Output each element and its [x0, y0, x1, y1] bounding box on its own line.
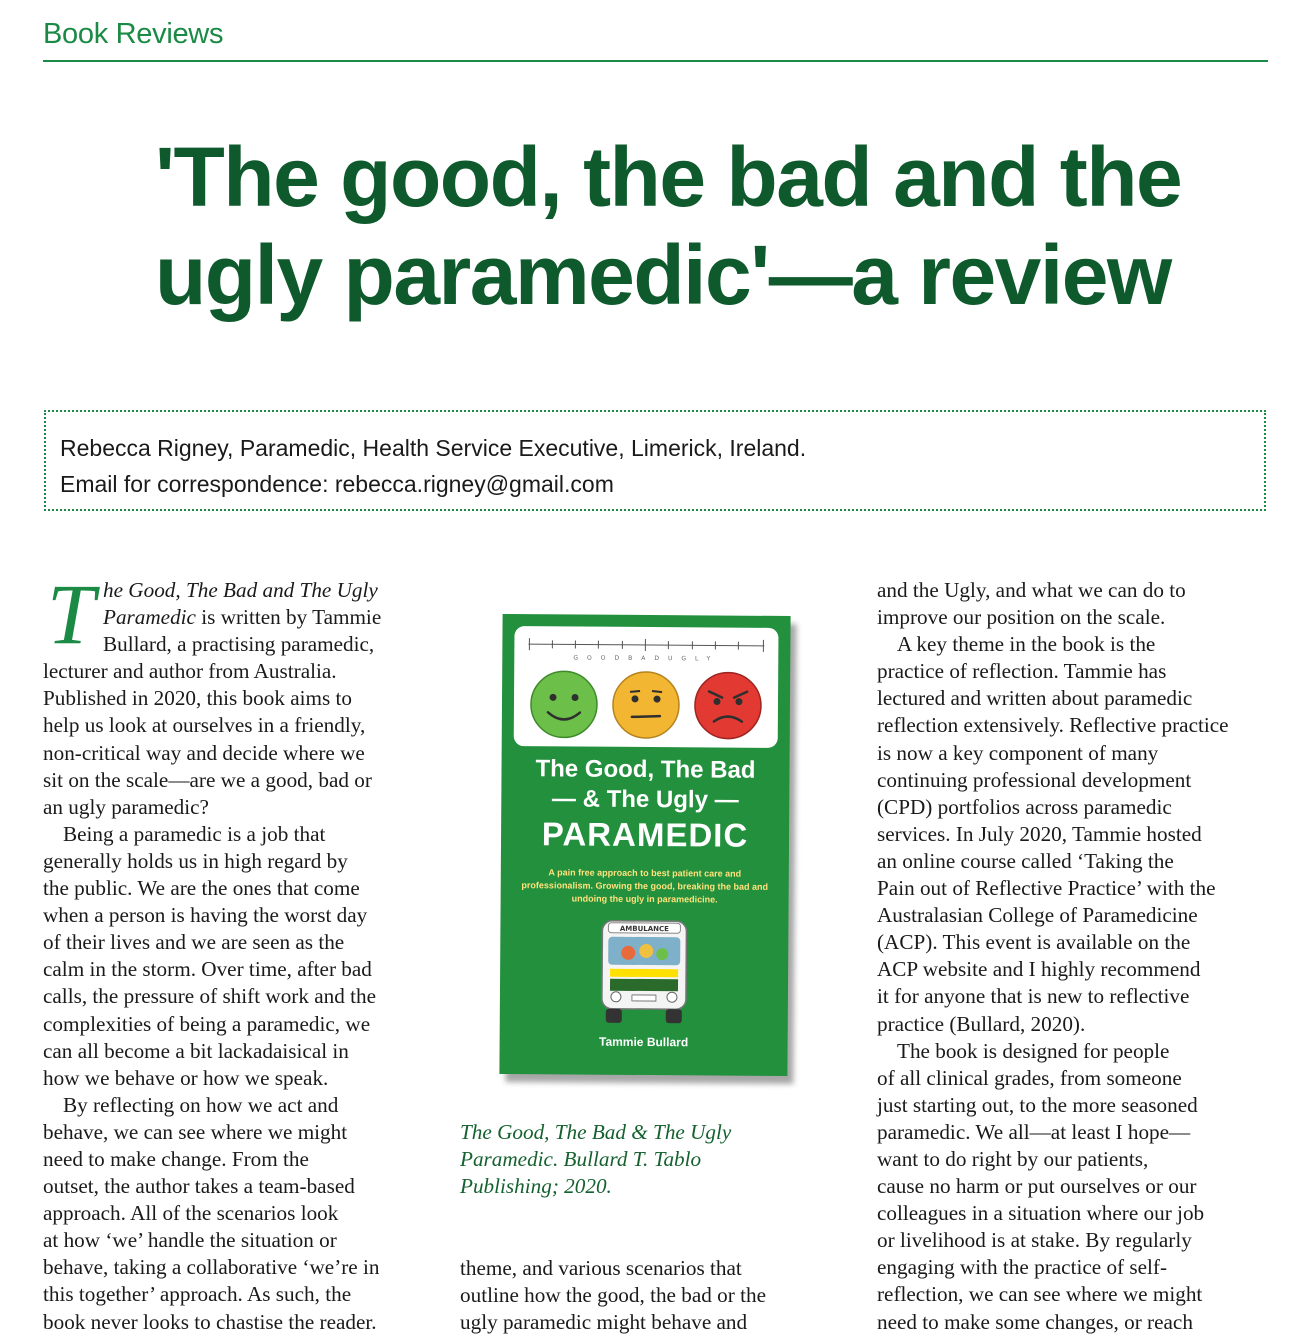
- caption-line: Publishing; 2020.: [460, 1174, 612, 1199]
- book-cover-image: [499, 614, 790, 1076]
- paragraph: [43, 821, 438, 1092]
- author-email: Email for correspondence: rebecca.rigney@gmail.com: [60, 471, 614, 497]
- cover-subtitle: A pain free approach to best patient care and professionalism. Growing the good, breaking the bad and undoing the ugly in paramedicine.: [521, 867, 769, 905]
- scale-ruler-icon: [528, 636, 764, 654]
- author-affiliation: Rebecca Rigney, Paramedic, Health Service Executive, Limerick, Ireland.: [60, 435, 807, 461]
- text-line: sit on the scale—are we a good, bad or: [43, 767, 372, 792]
- text-line: (CPD) portfolios across paramedic: [877, 794, 1172, 819]
- text-line: reflection, we can see where we might: [877, 1282, 1203, 1307]
- drop-cap: T: [47, 566, 95, 662]
- text-line: Pain out of Reflective Practice’ with the: [877, 876, 1216, 901]
- caption-line: The Good, The Bad & The Ugly: [460, 1120, 732, 1144]
- text-line: lecturer and author from Australia.: [43, 659, 337, 684]
- caption-line: Paramedic. Bullard T. Tablo: [460, 1147, 702, 1172]
- angry-face-icon: [695, 672, 761, 738]
- cover-scale-card: [514, 626, 779, 748]
- section-rule: [43, 60, 1268, 62]
- text-line: is now a key component of many: [877, 740, 1159, 765]
- text-line: improve our position on the scale.: [877, 605, 1166, 630]
- paragraph: [877, 1038, 1272, 1336]
- text-line: the public. We are the ones that come: [43, 876, 360, 901]
- text-line: generally holds us in high regard by: [43, 848, 348, 873]
- text-line: want to do right by our patients,: [877, 1146, 1149, 1171]
- paragraph: [43, 566, 438, 821]
- column-2: [460, 1255, 840, 1336]
- paragraph: [877, 631, 1272, 1037]
- text-line: or livelihood is at stake. By regularly: [877, 1228, 1192, 1253]
- svg-text:AMBULANCE: AMBULANCE: [619, 924, 669, 934]
- column-3: [877, 577, 1272, 1336]
- author-box: [44, 410, 1266, 511]
- title-line: ugly paramedic'—a review: [155, 228, 1171, 322]
- text-line: practice of reflection. Tammie has: [877, 659, 1167, 684]
- text-line: approach. All of the scenarios look: [43, 1201, 339, 1226]
- cover-title-line: — & The Ugly —: [551, 785, 739, 814]
- figure-caption: [460, 1119, 790, 1200]
- text-line: By reflecting on how we act and: [63, 1092, 339, 1117]
- text-line: need to make some changes, or reach: [877, 1309, 1193, 1334]
- cover-title-line: PARAMEDIC: [541, 815, 749, 854]
- text-line: need to make change. From the: [43, 1146, 309, 1171]
- text-line: and the Ugly, and what we can do to: [877, 578, 1186, 602]
- scale-label: GOODBADUGLY: [573, 654, 720, 663]
- text-line: it for anyone that is new to reflective: [877, 984, 1190, 1009]
- text-line: colleagues in a situation where our job: [877, 1201, 1205, 1226]
- text-line: how we behave or how we speak.: [43, 1065, 329, 1090]
- text-line: Paramedic is written by Tammie: [103, 605, 382, 630]
- cover-author: Tammie Bullard: [598, 1034, 689, 1050]
- text-line: at how ‘we’ handle the situation or: [43, 1228, 337, 1253]
- text-line: this together’ approach. As such, the: [43, 1282, 352, 1307]
- text-line: engaging with the practice of self-: [877, 1255, 1168, 1280]
- text-line: continuing professional development: [877, 767, 1192, 792]
- section-label: Book Reviews: [43, 18, 224, 50]
- emoji-faces-icon: [522, 666, 771, 744]
- cover-title: [501, 754, 790, 856]
- happy-face-icon: [531, 671, 597, 737]
- text-line: an online course called ‘Taking the: [877, 848, 1174, 873]
- text-line: of all clinical grades, from someone: [877, 1065, 1182, 1090]
- column-1: [43, 566, 438, 1336]
- text-line: services. In July 2020, Tammie hosted: [877, 821, 1202, 846]
- neutral-face-icon: [613, 672, 679, 738]
- text-line: practice (Bullard, 2020).: [877, 1011, 1086, 1036]
- text-line: calls, the pressure of shift work and the: [43, 984, 377, 1009]
- title-line: 'The good, the bad and the: [155, 130, 1182, 224]
- text-line: (ACP). This event is available on the: [877, 930, 1191, 955]
- text-line: just starting out, to the more seasoned: [877, 1092, 1198, 1117]
- text-line: help us look at ourselves in a friendly,: [43, 713, 366, 738]
- text-line: Australasian College of Paramedicine: [877, 903, 1198, 928]
- text-line: when a person is having the worst day: [43, 903, 368, 928]
- cover-title-line: The Good, The Bad: [535, 755, 756, 784]
- text-line: behave, taking a collaborative ‘we’re in: [43, 1255, 380, 1280]
- text-line: of their lives and we are seen as the: [43, 930, 345, 955]
- text-line: ugly paramedic might behave and: [460, 1310, 748, 1335]
- text-line: lectured and written about paramedic: [877, 686, 1193, 711]
- text-line: he Good, The Bad and The Ugly: [103, 578, 378, 602]
- article-title: [155, 128, 1275, 324]
- text-line: The book is designed for people: [897, 1038, 1170, 1063]
- text-line: reflection extensively. Reflective practice: [877, 713, 1229, 738]
- text-line: Being a paramedic is a job that: [63, 821, 326, 846]
- text-line: ACP website and I highly recommend: [877, 957, 1201, 982]
- text-line: outset, the author takes a team-based: [43, 1174, 355, 1199]
- text-line: non-critical way and decide where we: [43, 740, 365, 765]
- paragraph: [877, 577, 1272, 631]
- text-line: an ugly paramedic?: [43, 794, 209, 819]
- text-line: calm in the storm. Over time, after bad: [43, 957, 372, 982]
- text-line: A key theme in the book is the: [897, 632, 1156, 657]
- paragraph: [460, 1255, 840, 1336]
- ambulance-icon: [596, 913, 693, 1026]
- paragraph: [43, 1092, 438, 1336]
- text-line: can all become a bit lackadaisical in: [43, 1038, 349, 1063]
- text-line: Published in 2020, this book aims to: [43, 686, 352, 711]
- text-line: outline how the good, the bad or the: [460, 1283, 766, 1308]
- text-line: cause no harm or put ourselves or our: [877, 1174, 1197, 1199]
- text-line: behave, we can see where we might: [43, 1119, 348, 1144]
- text-line: paramedic. We all—at least I hope—: [877, 1119, 1191, 1144]
- text-line: book never looks to chastise the reader.: [43, 1309, 377, 1334]
- text-line: theme, and various scenarios that: [460, 1256, 742, 1280]
- text-line: complexities of being a paramedic, we: [43, 1011, 371, 1036]
- text-line: Bullard, a practising paramedic,: [103, 632, 375, 657]
